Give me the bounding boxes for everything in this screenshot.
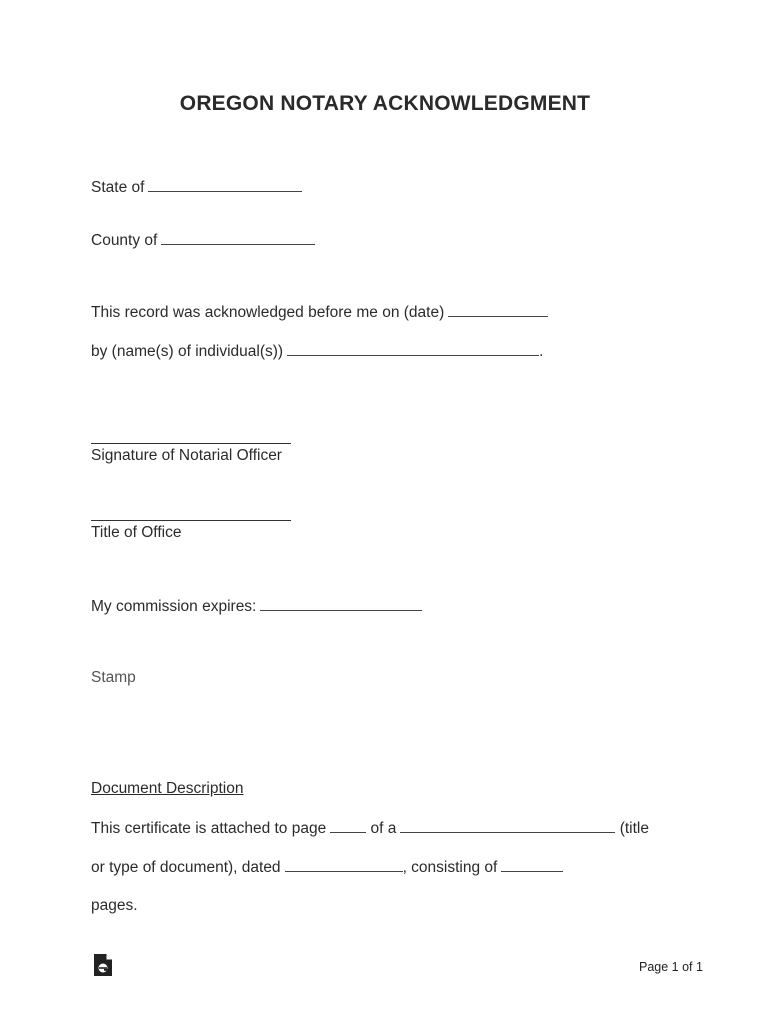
cert-line2-text-1: or type of document), dated [91, 859, 281, 876]
individuals-period: . [539, 343, 544, 360]
cert-line2-text-2: , consisting of [402, 859, 498, 876]
page-number: Page 1 of 1 [639, 960, 703, 974]
title-office-line [91, 520, 291, 521]
pages-count-blank-line [501, 857, 563, 872]
page-blank-line [330, 818, 366, 833]
cert-line3: pages. [91, 897, 138, 914]
individuals-row [91, 341, 543, 362]
individuals-text: by (name(s) of individual(s)) [91, 343, 284, 360]
stamp-label: Stamp [91, 669, 136, 686]
dated-blank-line [285, 857, 403, 872]
commission-label: My commission expires: [91, 598, 257, 615]
cert-text-2: of a [370, 820, 397, 837]
county-blank-line [161, 230, 315, 245]
title-office-label: Title of Office [91, 524, 182, 541]
cert-text-1: This certificate is attached to page [91, 820, 327, 837]
record-row [91, 302, 548, 323]
eforms-logo-icon [93, 953, 113, 977]
document-title-blank-line [400, 818, 615, 833]
individuals-blank-line [287, 341, 539, 356]
state-blank-line [148, 177, 302, 192]
certificate-row-2 [91, 857, 563, 878]
county-row [91, 230, 315, 251]
signature-label: Signature of Notarial Officer [91, 447, 282, 464]
cert-text-3: (title [619, 820, 649, 837]
date-blank-line [448, 302, 548, 317]
document-title: OREGON NOTARY ACKNOWLEDGMENT [179, 92, 591, 115]
county-label: County of [91, 232, 158, 249]
document-description-heading: Document Description [91, 780, 244, 797]
state-label: State of [91, 179, 145, 196]
signature-line [91, 443, 291, 444]
certificate-row-1 [91, 818, 649, 839]
record-text: This record was acknowledged before me on (date) [91, 304, 445, 321]
commission-row [91, 596, 422, 617]
state-row [91, 177, 302, 198]
commission-blank-line [260, 596, 422, 611]
